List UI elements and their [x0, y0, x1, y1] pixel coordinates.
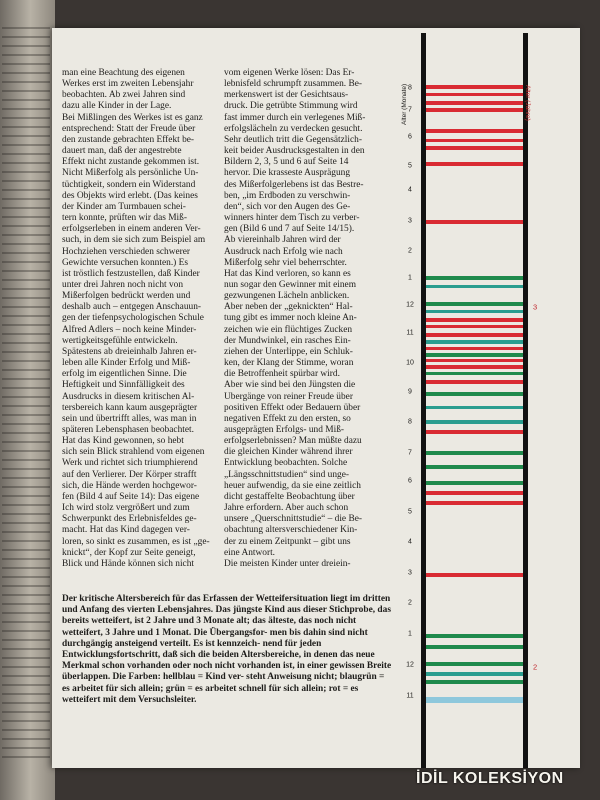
age-stripe-red — [426, 430, 523, 434]
age-stripe-red — [426, 139, 523, 142]
text-line: hervor. Die krasseste Ausprägung — [224, 168, 351, 179]
text-line: tüchtigkeit, sondern ein Widerstand — [62, 179, 196, 190]
text-line: Mißerfolgen bedrückt werden und — [62, 291, 191, 302]
text-line: vom eigenen Werke lösen: Das Er- — [224, 68, 355, 78]
text-line: gen (Bild 6 und 7 auf Seite 14/15). — [224, 224, 355, 235]
age-stripe-red — [426, 359, 523, 362]
age-stripe-green — [426, 451, 523, 455]
text-line: ken, der Klang der Stimme, woran — [224, 358, 354, 369]
age-stripe-red — [426, 365, 523, 369]
text-line: loren, so sinkt es zusammen, es ist „ge- — [62, 536, 210, 547]
text-line: des Mißerfolgerlebens ist das Bestre- — [224, 179, 364, 190]
text-line: der zu einem Zeitpunkt – gibt uns — [224, 536, 351, 547]
age-stripe-red — [426, 573, 523, 577]
text-line: sich, die Hände werden hochgewor- — [62, 480, 197, 491]
age-stripe-green — [426, 481, 523, 485]
text-line: leben alle Kinder Erfolg und Miß- — [62, 358, 191, 369]
axis-title-months: Alter (Monate) — [401, 83, 408, 125]
text-line: tern konnte, prüften wir das Miß- — [62, 213, 187, 224]
text-line: Bei Mißlingen des Werkes ist es ganz — [62, 112, 203, 123]
age-stripe-blue-green — [426, 340, 523, 344]
age-stripe-blue-green — [426, 672, 523, 676]
age-stripe-red — [426, 108, 523, 112]
month-tick-label: 4 — [408, 538, 412, 546]
age-stripe-red — [426, 501, 523, 505]
text-line: Ich wird stolz vergrößert und zum — [62, 503, 190, 514]
text-line: späteren Lebensphasen beobachtet. — [62, 425, 194, 435]
text-line: sich sein Blick strahlend vom eigenen — [62, 447, 205, 458]
text-line: den zustande gebrachten Effekt be- — [62, 134, 195, 145]
month-tick-label: 7 — [408, 106, 412, 114]
text-column-middle — [224, 68, 392, 570]
age-stripe-red — [426, 101, 523, 105]
age-stripe-red — [426, 333, 523, 337]
text-line: die gleichen Kinder während ihrer — [224, 447, 353, 458]
age-stripe-blue-green — [426, 406, 523, 409]
age-stripe-green — [426, 302, 523, 306]
left-page-ghost-text — [2, 20, 50, 765]
text-line: Entwicklung beobachten. Solche — [224, 458, 348, 469]
text-line: des Objekts wird erlebt. (Das keines — [62, 190, 198, 201]
age-stripe-blue-green — [426, 285, 523, 288]
text-line: fen (Bild 4 auf Seite 14): Das eigene — [62, 491, 200, 502]
text-line: Heftigkeit und Sinnfälligkeit des — [62, 380, 185, 391]
text-line: Spätestens ab dreieinhalb Jahren er- — [62, 346, 197, 357]
month-tick-label: 11 — [406, 692, 414, 700]
text-line: macht. Hat das Kind dagegen ver- — [62, 525, 190, 536]
age-stripe-green — [426, 276, 523, 280]
age-stripe-red — [426, 93, 523, 96]
text-line: erfolgserlebnissen? Man müßte dazu — [224, 436, 362, 447]
month-tick-label: 12 — [406, 661, 414, 669]
text-line: Effekt nicht zustande gekommen ist. — [62, 157, 200, 168]
year-label: 2 — [533, 662, 538, 672]
text-line: Jahre erfordern. Aber auch schon — [224, 503, 349, 514]
text-line: Werkes erst im zweiten Lebensjahr — [62, 79, 194, 90]
left-page-edge — [0, 0, 55, 800]
year-label: 3 — [533, 302, 538, 312]
age-stripe-red — [426, 85, 523, 89]
month-tick-label: 8 — [408, 84, 412, 92]
axis-title-years: Alter (Jahre) — [524, 85, 531, 121]
text-line: zeichen wie ein flüchtiges Zucken — [224, 324, 353, 335]
text-line: Aber wie sind bei den Jüngsten die — [224, 380, 356, 391]
text-line: Bildern 2, 3, 5 und 6 auf Seite 14 — [224, 157, 349, 168]
month-tick-label: 9 — [408, 388, 412, 396]
month-tick-label: 3 — [408, 217, 412, 225]
text-line: eine Antwort. — [224, 547, 276, 558]
age-stripe-green — [426, 392, 523, 396]
text-line: Nicht Mißerfolg als persönliche Un- — [62, 168, 199, 179]
text-line: ben, „im Erdboden zu verschwin- — [224, 190, 351, 201]
text-line: Alfred Adlers – noch keine Minder- — [62, 324, 197, 335]
text-line: negativen Effekt zu den ersten, so — [224, 413, 351, 424]
text-line: erfolgserleben in einem anderen Ver- — [62, 224, 201, 235]
watermark: İDİL KOLEKSİYON — [416, 770, 564, 787]
text-line: Die meisten Kinder unter dreiein- — [224, 558, 351, 569]
month-tick-label: 1 — [408, 630, 412, 638]
text-line: Hat das Kind verloren, so kann es — [224, 268, 351, 279]
text-line: knickt“, der Kopf zur Seite geneigt, — [62, 547, 196, 558]
text-line: winners hinter dem Tisch zu verber- — [224, 213, 360, 224]
text-line: der Kinder am Turmbauen schei- — [62, 201, 186, 212]
text-line: Schwerpunkt des Erlebnisfeldes ge- — [62, 514, 197, 525]
month-tick-label: 12 — [406, 301, 414, 309]
text-line: entsprechend: Statt der Freude über — [62, 123, 196, 134]
text-line: erfolg im eigentlichen Sinne. Die — [62, 369, 187, 380]
month-tick-label: 4 — [408, 186, 412, 194]
text-line: beobachten. Ab zwei Jahren sind — [62, 90, 186, 101]
chart-right-rule — [523, 33, 528, 768]
text-line: druck. Die getrübte Stimmung wird — [224, 101, 358, 112]
month-tick-label: 8 — [408, 418, 412, 426]
text-line: gezwungenen Lächeln anblicken. — [224, 291, 350, 302]
text-line: Aber neben der „geknickten“ Hal- — [224, 302, 353, 313]
age-stripe-green — [426, 645, 523, 649]
text-line: lebnisfeld schrumpft zusammen. Be- — [224, 79, 362, 90]
age-stripe-green — [426, 662, 523, 666]
text-line: Werk und richtet sich triumphierend — [62, 458, 198, 469]
text-line: auf den Verlierer. Der Körper strafft — [62, 469, 197, 480]
text-line: such, in dem sie sich zum Beispiel am — [62, 235, 206, 246]
text-line: wertigkeitsgefühle entwickeln. — [62, 335, 178, 346]
month-tick-label: 2 — [408, 247, 412, 255]
text-line: der Mundwinkel, ein rasches Ein- — [224, 335, 351, 346]
text-line: dazu alle Kinder in der Lage. — [62, 101, 172, 112]
month-tick-label: 6 — [408, 477, 412, 485]
text-line: nun sogar den Gewinner mit einem — [224, 279, 356, 290]
figure-caption: Der kritische Altersbereich für das Erfassen der Wetteifersituation liegt im dritten und Anfang des vierten Lebensjahres. Das jüngste Kind aus dieser Stichprobe, das bereits wetteifert, ist 2 Jahre und 3 Monate alt; das älteste, das noch nicht wetteifert, 3 Jahre und 1 Monat. Die Übergangsfor- men bis dahin sind nicht durchgängig ansteigend verteilt. Es ist kennzeich- nend für jeden Entwicklungsfortschritt, daß sich die beiden Altersbereiche, in denen das neue Merkmal schon vorhanden oder noch nicht vorhanden ist, in einer gewissen Breite überlappen. Die Farben: hellblau = Kind ver- steht Anweisung nicht; blaugrün = es arbeitet für sich allein; grün = es arbeitet schnell für sich allein; rot = es wetteifert mit dem Versuchsleiter. — [62, 594, 392, 705]
age-stripe-red — [426, 325, 523, 328]
text-line: obachtung altersverschiedener Kin- — [224, 525, 358, 536]
age-stripe-red — [426, 347, 523, 350]
age-stripe-red — [426, 318, 523, 322]
month-tick-label: 6 — [408, 133, 412, 141]
age-stripe-light-blue — [426, 697, 523, 703]
text-line: den“, sich vor den Augen des Ge- — [224, 201, 351, 212]
month-tick-label: 1 — [408, 274, 412, 282]
text-line: Blick und Hände können sich nicht — [62, 558, 195, 569]
text-column-left — [62, 68, 212, 570]
text-line: sein und übertrifft alles, was man in — [62, 413, 197, 424]
book-page — [52, 28, 580, 768]
text-line: Hat das Kind gewonnen, so hebt — [62, 436, 184, 447]
age-stripe-red — [426, 162, 523, 166]
month-tick-label: 5 — [408, 162, 412, 170]
text-line: ziehen der Unterlippe, ein Schluk- — [224, 346, 353, 357]
text-line: unter drei Jahren noch nicht von — [62, 279, 184, 290]
month-tick-label: 3 — [408, 569, 412, 577]
text-line: heuer aufwendig, da sie eine zeitlich — [224, 480, 361, 491]
age-stripe-chart — [401, 33, 577, 768]
age-stripe-green — [426, 372, 523, 375]
age-stripe-green — [426, 465, 523, 469]
text-line: gen der tiefenpsychologischen Schule — [62, 313, 204, 324]
text-line: Ausdrucks in diesem kritischen Al- — [62, 391, 195, 402]
text-line: tersbereich kann kaum ausgeprägter — [62, 402, 198, 413]
text-line: Übergänge von reiner Freude über — [224, 391, 353, 402]
text-line: ist tröstlich festzustellen, daß Kinder — [62, 268, 200, 279]
age-stripe-blue-green — [426, 310, 523, 313]
text-line: ausgeprägten Erfolgs- und Miß- — [224, 425, 345, 435]
age-stripe-red — [426, 380, 523, 384]
month-tick-label: 5 — [408, 508, 412, 516]
age-stripe-red — [426, 146, 523, 150]
month-tick-label: 7 — [408, 449, 412, 457]
age-stripe-blue-green — [426, 420, 523, 424]
text-line: merkenswert ist der Gesichtsaus- — [224, 90, 349, 101]
text-line: Gewichte versuchen konnten.) Es — [62, 257, 188, 268]
text-line: tung gibt es immer noch kleine An- — [224, 313, 357, 324]
age-stripe-green — [426, 680, 523, 684]
text-line: fast immer durch ein verlegenes Miß- — [224, 112, 366, 123]
text-line: erfolgslächeln zu verdecken gesucht. — [224, 123, 363, 134]
age-stripe-red — [426, 129, 523, 133]
text-line: Hochziehen verschieden schwerer — [62, 246, 191, 257]
age-stripe-green — [426, 353, 523, 357]
text-line: positiven Effekt oder Bedauern über — [224, 402, 361, 413]
text-line: dauert man, daß der angestrebte — [62, 146, 182, 157]
text-line: Mißerfolg sehr viel beherrschter. — [224, 257, 347, 268]
chart-left-rule — [421, 33, 426, 768]
text-line: die Betroffenheit spürbar wird. — [224, 369, 340, 380]
age-stripe-red — [426, 220, 523, 224]
month-tick-label: 2 — [408, 599, 412, 607]
text-line: unsere „Querschnittstudie“ – die Be- — [224, 514, 362, 525]
text-line: deshalb auch – entgegen Anschauun- — [62, 302, 202, 313]
text-line: Ausdruck nach Erfolg wie nach — [224, 246, 343, 257]
text-line: Sehr deutlich tritt die Gegensätzlich- — [224, 134, 362, 145]
text-line: dicht gestaffelte Beobachtung über — [224, 491, 355, 502]
text-line: Ab viereinhalb Jahren wird der — [224, 235, 341, 246]
month-tick-label: 10 — [406, 359, 414, 367]
text-line: man eine Beachtung des eigenen — [62, 68, 185, 78]
age-stripe-red — [426, 491, 523, 495]
text-line: „Längsschnittstudien“ sind unge- — [224, 469, 349, 480]
age-stripe-green — [426, 634, 523, 638]
text-line: keit beider Ausdrucksgestalten in den — [224, 146, 365, 157]
month-tick-label: 11 — [406, 329, 414, 337]
